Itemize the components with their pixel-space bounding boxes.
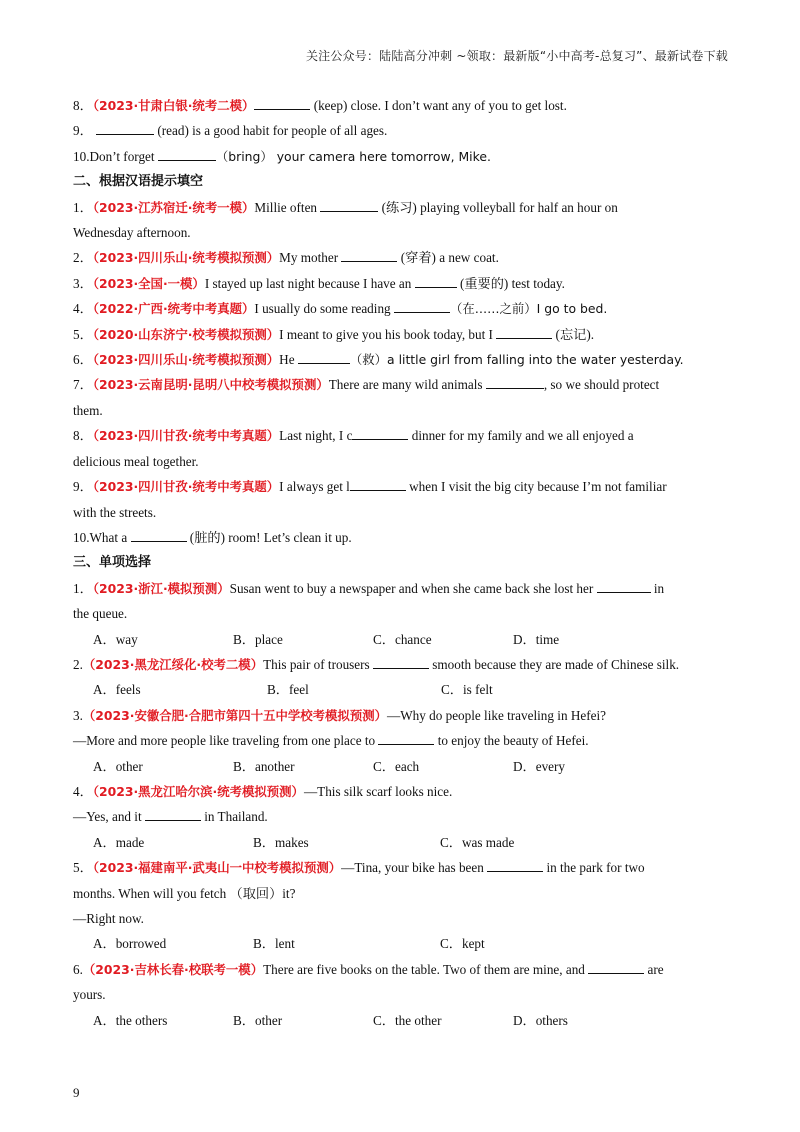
option-d[interactable]: D．every	[513, 758, 565, 774]
option-c[interactable]: C．the other	[373, 1012, 442, 1028]
option-b[interactable]: B．place	[233, 631, 283, 647]
answer-blank[interactable]	[96, 121, 154, 135]
question	[73, 855, 733, 880]
question-continuation: with the streets.	[73, 504, 157, 520]
question	[73, 195, 733, 220]
question-number: 9．	[73, 123, 93, 139]
question-text: (keep) close. I don’t want any of you to get lost.	[310, 98, 567, 113]
question-text: smooth because they are made of Chinese silk.	[428, 656, 680, 672]
question	[73, 652, 733, 677]
question-text: —Yes, and it	[73, 809, 145, 825]
question-text: —More and more people like traveling from one place to	[73, 733, 379, 749]
question	[73, 245, 733, 270]
question	[73, 423, 733, 448]
question-text: I always get l	[279, 479, 350, 495]
answer-blank[interactable]	[487, 858, 543, 872]
question-number: 4．	[73, 783, 93, 799]
question-source: （2023·四川甘孜·统考中考真题）	[92, 428, 280, 444]
option-b[interactable]: B．lent	[253, 936, 295, 952]
question-source: （2023·福建南平·武夷山一中校考模拟预测）	[92, 860, 342, 876]
question-text: Last night, I c	[279, 428, 353, 444]
question	[73, 322, 733, 347]
question-text: （救）a little girl from falling into the water yesterday.	[349, 352, 684, 368]
question	[73, 93, 733, 118]
question-text: Millie often	[254, 199, 321, 215]
option-b[interactable]: B．other	[233, 1012, 283, 1028]
answer-blank[interactable]	[131, 528, 187, 542]
question-number: 2．	[73, 250, 93, 266]
question	[73, 474, 733, 499]
question-text: Don’t forget	[89, 148, 158, 164]
question-text: —Tina, your bike has been	[341, 860, 488, 876]
question-number: 6．	[73, 352, 93, 368]
option-a[interactable]: A．feels	[93, 682, 141, 698]
option-c[interactable]: C．chance	[373, 631, 432, 647]
option-a[interactable]: A．other	[93, 758, 143, 774]
question-dialogue: —Right now.	[73, 911, 144, 926]
question	[73, 576, 733, 601]
answer-blank[interactable]	[254, 96, 310, 110]
question-number: 3.	[73, 707, 83, 723]
question-number: 2.	[73, 656, 83, 672]
option-a[interactable]: A．the others	[93, 1012, 168, 1028]
question-text: （在……之前）I go to bed.	[449, 301, 608, 317]
question-text: to enjoy the beauty of Hefei.	[434, 733, 589, 749]
question-text: in the park for two	[543, 860, 645, 876]
option-c[interactable]: C．was made	[440, 834, 515, 850]
option-c[interactable]: C．each	[373, 758, 420, 774]
question-text: —This silk scarf looks nice.	[303, 783, 453, 799]
question-number: 9．	[73, 479, 93, 495]
option-d[interactable]: D．time	[513, 631, 560, 647]
question	[73, 525, 733, 550]
options-row	[73, 931, 733, 956]
question-text: There are five books on the table. Two of them are mine, and	[263, 961, 589, 977]
option-a[interactable]: A．borrowed	[93, 936, 167, 952]
question-text: (练习) playing volleyball for half an hour on	[378, 199, 618, 215]
options-row	[73, 830, 733, 855]
page-header: 关注公众号：陆陆高分冲刺 ~领取：最新版“小中高考-总复习”、最新试卷下载	[305, 49, 728, 63]
question-number: 3．	[73, 275, 93, 291]
answer-blank[interactable]	[373, 655, 429, 669]
question-source: （2023·江苏宿迁·统考一模）	[92, 199, 255, 215]
section-title: 二、根据汉语提示填空	[73, 174, 204, 190]
question-text: He	[279, 352, 298, 368]
answer-blank[interactable]	[158, 147, 216, 161]
question-text: , so we should protect	[543, 377, 660, 393]
question-number: 8．	[73, 98, 93, 113]
question-source: （2023·全国·一模）	[92, 275, 205, 291]
question-source: （2023·甘肃白银·统考二模）	[92, 98, 255, 113]
question-source: （2020·山东济宁·校考模拟预测）	[92, 326, 280, 342]
question	[73, 118, 733, 143]
question-text: I meant to give you his book today, but I	[279, 326, 497, 342]
question-continuation: months. When will you fetch （取回）it?	[73, 885, 296, 901]
answer-blank[interactable]	[394, 299, 450, 313]
options-row	[73, 754, 733, 779]
question-number: 5．	[73, 860, 93, 876]
answer-blank[interactable]	[320, 198, 378, 212]
answer-blank[interactable]	[352, 426, 408, 440]
options-row	[73, 627, 733, 652]
option-c[interactable]: C．kept	[440, 936, 485, 952]
question-number: 7．	[73, 377, 93, 393]
question-source: （2022·广西·统考中考真题）	[92, 301, 255, 317]
answer-blank[interactable]	[486, 375, 544, 389]
answer-blank[interactable]	[298, 350, 350, 364]
question-number: 5．	[73, 326, 93, 342]
option-b[interactable]: B．another	[233, 758, 295, 774]
section-title: 三、单项选择	[73, 555, 152, 571]
question-text: in	[650, 580, 665, 596]
question-source: （2023·四川乐山·统考模拟预测）	[92, 250, 280, 266]
options-row	[73, 1008, 733, 1033]
option-c[interactable]: C．is felt	[441, 682, 493, 698]
question-text: when I visit the big city because I’m not familiar	[405, 479, 667, 495]
question-source: （2023·黑龙江绥化·校考二模）	[82, 656, 264, 672]
question-number: 10.	[73, 529, 90, 545]
question	[73, 144, 733, 169]
question	[73, 347, 733, 372]
question-number: 1．	[73, 199, 93, 215]
option-a[interactable]: A．made	[93, 834, 145, 850]
question-text: (忘记).	[552, 326, 595, 342]
answer-blank[interactable]	[145, 807, 201, 821]
question-text: dinner for my family and we all enjoyed a	[408, 428, 634, 444]
question-text: (穿着) a new coat.	[397, 250, 499, 266]
question	[73, 703, 733, 728]
question-text: My mother	[279, 250, 342, 266]
question-number: 10.	[73, 148, 90, 164]
question-number: 8．	[73, 428, 93, 444]
question-text: This pair of trousers	[263, 656, 373, 672]
question-source: （2023·云南昆明·昆明八中校考模拟预测）	[92, 377, 329, 393]
options-row	[73, 677, 733, 702]
question-text: in Thailand.	[200, 809, 268, 825]
answer-blank[interactable]	[341, 248, 397, 262]
question-source: （2023·四川甘孜·统考中考真题）	[92, 479, 280, 495]
question-number: 1．	[73, 580, 93, 596]
question-text: (read) is a good habit for people of all ages.	[154, 123, 388, 139]
document-content	[73, 93, 733, 1033]
question-continuation: Wednesday afternoon.	[73, 225, 191, 241]
question-dialogue	[73, 728, 733, 753]
question-continuation: yours.	[73, 987, 106, 1003]
option-d[interactable]: D．others	[513, 1012, 568, 1028]
question	[73, 779, 733, 804]
question-continuation: delicious meal together.	[73, 453, 199, 469]
question	[73, 296, 733, 321]
question-text: （bring） your camera here tomorrow, Mike.	[215, 148, 491, 164]
question-text: Susan went to buy a newspaper and when she came back she lost her	[229, 580, 597, 596]
question-text: (重要的) test today.	[456, 275, 565, 291]
answer-blank[interactable]	[597, 579, 651, 593]
answer-blank[interactable]	[588, 960, 644, 974]
option-b[interactable]: B．feel	[267, 682, 309, 698]
question-text: (脏的) room! Let’s clean it up.	[186, 529, 352, 545]
option-b[interactable]: B．makes	[253, 834, 309, 850]
question-text: are	[644, 961, 664, 977]
question-text: I usually do some reading	[254, 301, 394, 317]
question	[73, 957, 733, 982]
question-source: （2023·四川乐山·统考模拟预测）	[92, 352, 280, 368]
question-source: （2023·吉林长春·校联考一模）	[82, 961, 264, 977]
question-source: （2023·浙江·模拟预测）	[92, 580, 230, 596]
question-number: 6.	[73, 961, 83, 977]
question-source: （2023·黑龙江哈尔滨·统考模拟预测）	[92, 783, 304, 799]
question-dialogue	[73, 804, 733, 829]
question-number: 4．	[73, 301, 93, 317]
question-continuation: the queue.	[73, 606, 128, 622]
page-number: 9	[73, 1085, 80, 1100]
question	[73, 271, 733, 296]
question-text: There are many wild animals	[328, 377, 486, 393]
question-text: —Why do people like traveling in Hefei?	[387, 707, 606, 723]
answer-blank[interactable]	[378, 731, 434, 745]
answer-blank[interactable]	[496, 325, 552, 339]
answer-blank[interactable]	[415, 274, 457, 288]
question-text: What a	[89, 529, 131, 545]
question	[73, 372, 733, 397]
question-source: （2023·安徽合肥·合肥市第四十五中学校考模拟预测）	[82, 707, 387, 723]
answer-blank[interactable]	[350, 477, 406, 491]
option-a[interactable]: A．way	[93, 631, 138, 647]
question-continuation: them.	[73, 402, 103, 418]
question-text: I stayed up last night because I have an	[204, 275, 415, 291]
